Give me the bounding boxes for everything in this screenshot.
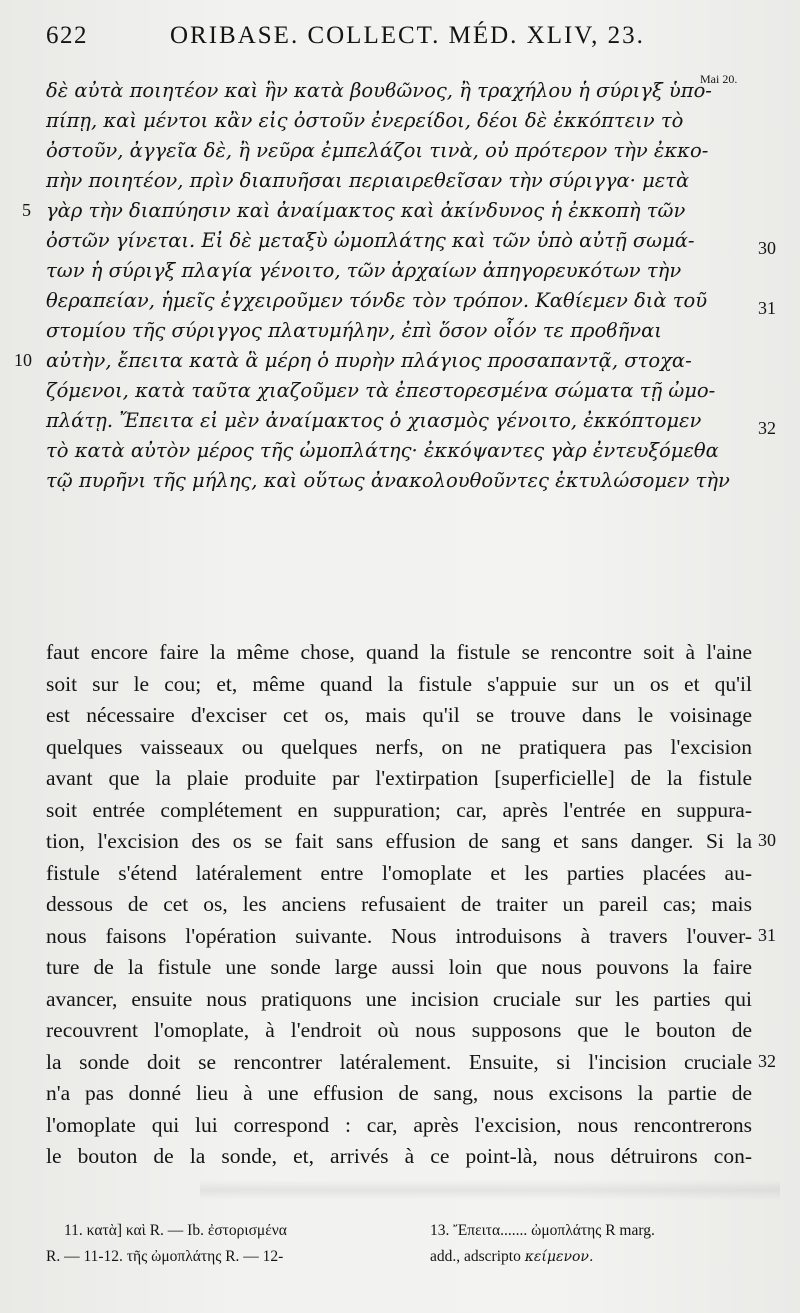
page-number: 622 [46,22,88,49]
running-head [46,22,786,56]
greek-line: δὲ αὐτὰ ποιητέον καὶ ἣν κατὰ βουϐῶνος, ἢ τραχήλου ἡ σύριγξ ὑπο- [46,79,712,102]
french-line: dessous de cet os, les anciens refusaient de traiter un pareil cas; mais [46,892,752,916]
greek-line: στομίου τῆς σύριγγος πλατυμήλην, ἐπὶ ὅσον οἷόν τε προϐῆναι [46,319,662,342]
french-line: avancer, ensuite nous pratiquons une incision cruciale sur les parties qui [46,986,752,1011]
french-translation-block [46,637,752,1173]
french-line: l'omoplate qui lui correspond : car, après l'excision, nous rencontrerons [46,1112,752,1137]
greek-line: πὴν ποιητέον, πρὶν διαπυῆσαι περιαιρεθεῖσαν τὴν σύριγγα· μετὰ [46,169,690,192]
french-line: avant que la plaie produite par l'extirpation [superficielle] de la fistule [46,766,752,790]
french-line: fistule s'étend latéralement entre l'omoplate et les parties placées au- [46,860,752,885]
french-line: ture de la fistule une sonde large aussi loin que nous pouvons la faire [46,955,752,979]
greek-line: ὀστοῦν, ἀγγεῖα δὲ, ἢ νεῦρα ἐμπελάζοι τινὰ, οὐ πρότερον τὴν ἐκκο- [46,139,709,162]
greek-line: πίπῃ, καὶ μέντοι κἂν εἰς ὀστοῦν ἐνερείδοι, δέοι δὲ ἐκκόπτειν τὸ [46,109,684,132]
french-section-number: 31 [758,924,776,945]
french-line: le bouton de la sonde, et, arrivés à ce point-là, nous détruirons con- [46,1144,752,1168]
french-line: recouvrent l'omoplate, à l'endroit où nous supposons que le bouton de [46,1018,752,1042]
french-section-number: 30 [758,830,776,850]
greek-line: γὰρ τὴν διαπύησιν καὶ ἀναίμακτος καὶ ἀκίνδυνος ἡ ἐκκοπὴ τῶν [46,199,686,222]
greek-text-block [46,76,770,496]
french-line: soit entrée complétement en suppuration; car, après l'entrée en suppura- [46,797,752,822]
greek-line: των ἡ σύριγξ πλαγία γένοιτο, τῶν ἀρχαίων ἀπηγορευκότων τὴν [46,259,682,282]
french-line: faut encore faire la même chose, quand la fistule se rencontre soit à l'aine [46,640,752,664]
show-through-shadow [200,1180,780,1200]
greek-line-number: 10 [14,350,32,370]
footnote-b-line2 [430,1242,593,1272]
french-line: soit sur le cou; et, même quand la fistule s'appuie sur un os et qu'il [46,671,752,696]
footnote-b-line1: 13. Ἔπειτα....... ὠμοπλάτης R marg. [430,1222,655,1239]
greek-line: πλάτῃ. Ἔπειτα εἰ μὲν ἀναίμακτος ὁ χιασμὸς γένοιτο, ἐκκόπτομεν [46,409,702,432]
greek-line-number: 5 [22,200,31,220]
footnote-a-line1: 11. κατὰ] καὶ R. — Ib. ἐστορισμένα [64,1222,287,1239]
footnote-a-line2: R. — 11-12. τῆς ὠμοπλάτης R. — 12- [46,1248,284,1265]
running-title: ORIBASE. COLLECT. MÉD. XLIV, 23. [170,22,645,49]
footnote-b-italic: κείμενον. [524,1249,594,1265]
french-line: n'a pas donné lieu à une effusion de sang, nous excisons la partie de [46,1081,752,1105]
greek-line: τὸ κατὰ αὐτὸν μέρος τῆς ὠμοπλάτης· ἐκκόψαντες γὰρ ἐντευξόμεθα [46,439,719,462]
french-section-number: 32 [758,1050,776,1071]
greek-line: ὀστῶν γίνεται. Εἰ δὲ μεταξὺ ὠμοπλάτης καὶ τῶν ὑπὸ αὐτῇ σωμά- [46,229,695,252]
greek-section-number: 32 [758,418,776,438]
footnote-b-text: add., adscripto [430,1248,521,1265]
greek-section-number: 30 [758,238,776,258]
greek-line: αὐτὴν, ἔπειτα κατὰ ἃ μέρη ὁ πυρὴν πλάγιος προσαπαντᾷ, στοχα- [46,349,692,372]
greek-section-number: 31 [758,298,776,318]
french-line: tion, l'excision des os se fait sans effusion de sang et sans danger. Si la [46,829,752,853]
greek-line: τῷ πυρῆνι τῆς μήλης, καὶ οὕτως ἀνακολουθοῦντες ἐκτυλώσομεν τὴν [46,469,730,492]
french-line: quelques vaisseaux ou quelques nerfs, on ne pratiquera pas l'excision [46,734,752,759]
french-line: est nécessaire d'exciser cet os, mais qu'il se trouve dans le voisinage [46,703,752,727]
french-line: la sonde doit se rencontrer latéralement. Ensuite, si l'incision cruciale [46,1049,752,1074]
margin-reference-note: Mai 20. [700,72,738,86]
greek-line: θεραπείαν, ἡμεῖς ἐγχειροῦμεν τόνδε τὸν τρόπον. Καθίεμεν διὰ τοῦ [46,289,708,312]
french-line: nous faisons l'opération suivante. Nous introduisons à travers l'ouver- [46,923,752,948]
greek-line: ζόμενοι, κατὰ ταῦτα χιαζοῦμεν τὰ ἐπεστορεσμένα σώματα τῇ ὠμο- [46,379,716,402]
